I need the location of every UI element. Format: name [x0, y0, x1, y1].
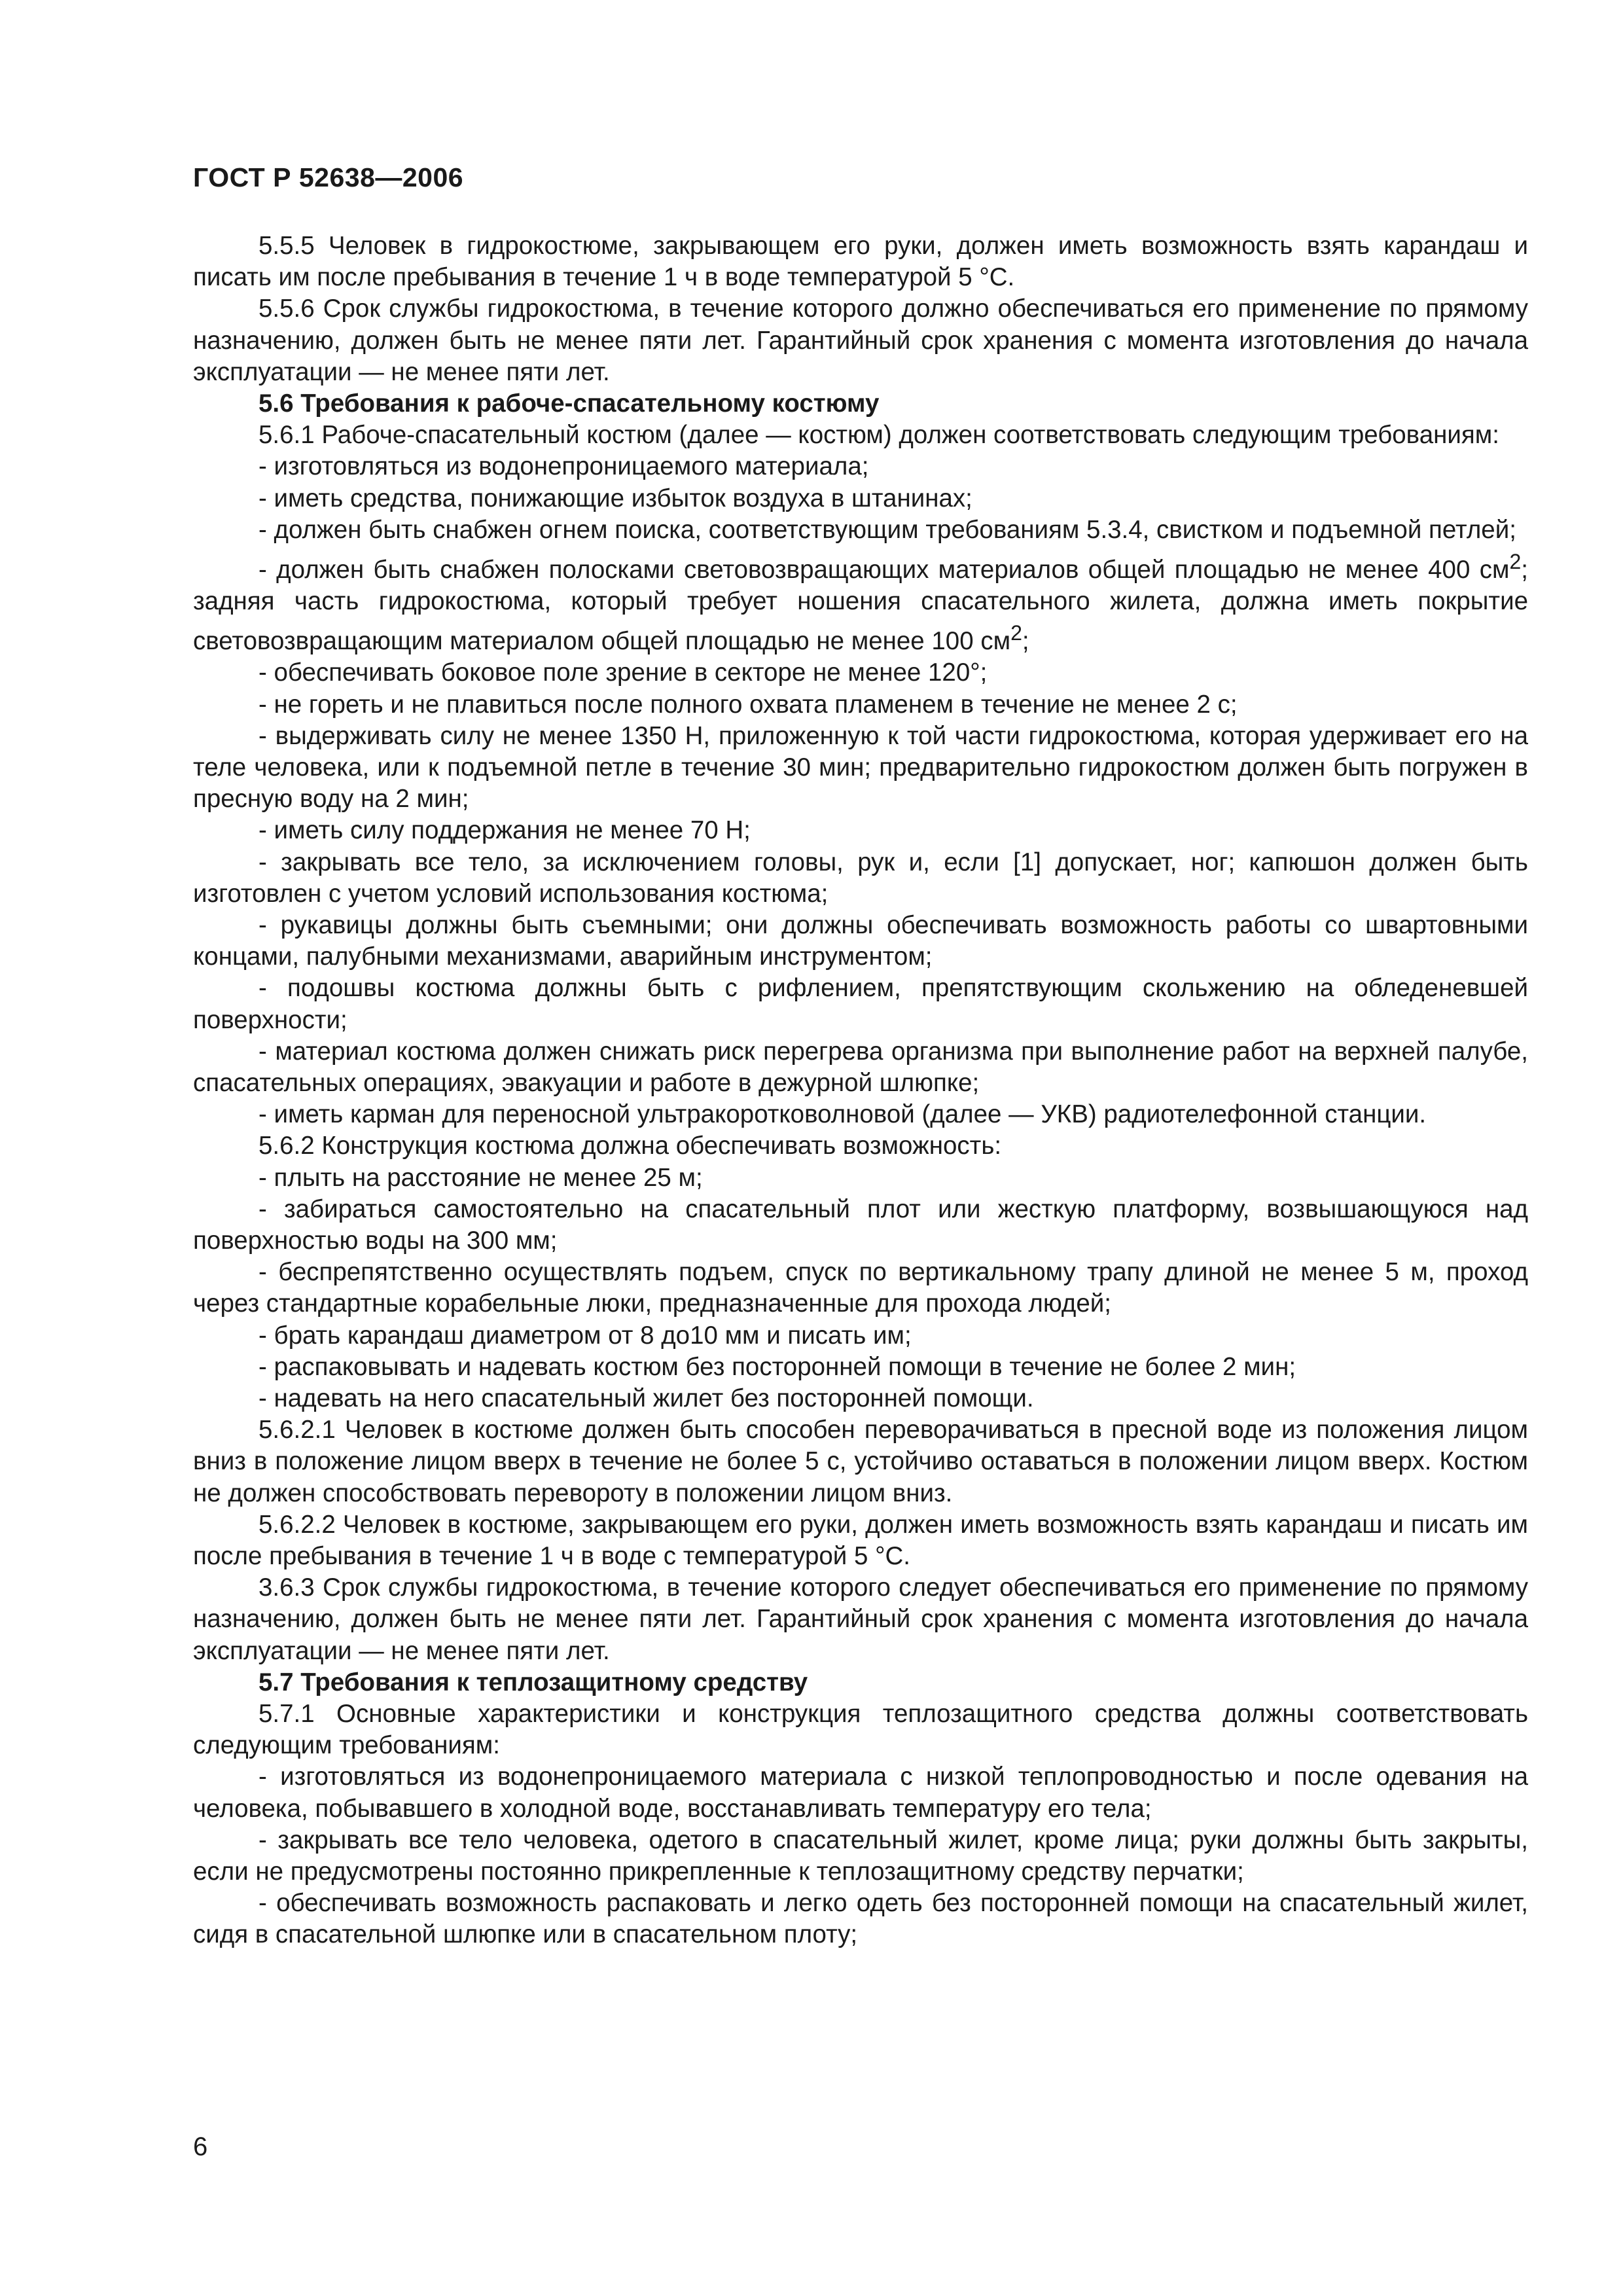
list-item: - закрывать все тело, за исключением головы, рук и, если [1] допускает, ног; капюшон должен быть изготовлен с учетом условий использования костюма;: [193, 848, 1528, 908]
list-item: - выдерживать силу не менее 1350 Н, приложенную к той части гидрокостюма, которая удерживает его на теле человека, или к подъемной петле в течение 30 мин; предварительно гидрокостюм должен быть погружен в пресную воду на 2 мин;: [193, 721, 1528, 814]
paragraph-5-6-2-2: 5.6.2.2 Человек в костюме, закрывающем его руки, должен иметь возможность взять карандаш и писать им после пребывания в течение 1 ч в воде с температурой 5 °С.: [193, 1510, 1528, 1570]
superscript: 2: [1509, 550, 1522, 574]
list-item: - иметь силу поддержания не менее 70 Н;: [259, 816, 751, 845]
paragraph-5-7-1: 5.7.1 Основные характеристики и конструкция теплозащитного средства должны соответствовать следующим требованиям:: [193, 1700, 1528, 1760]
text-fragment: ;: [1022, 627, 1029, 656]
list-item: - изготовляться из водонепроницаемого материала с низкой теплопроводностью и после одевания на человека, побывавшего в холодной воде, восстанавливать температуру его тела;: [193, 1763, 1528, 1823]
text-fragment: ; задняя часть гидрокостюма, который требует ношения спасательного жилета, должна иметь покрытие световозвращающим материалом общей площадью не менее 100 см: [193, 555, 1528, 656]
list-item: - надевать на него спасательный жилет без посторонней помощи.: [259, 1384, 1034, 1412]
document-header: ГОСТ Р 52638—2006: [193, 162, 464, 192]
paragraph-5-5-5: 5.5.5 Человек в гидрокостюме, закрывающем его руки, должен иметь возможность взять карандаш и писать им после пребывания в течение 1 ч в воде температурой 5 °С.: [193, 232, 1528, 292]
list-item: - забираться самостоятельно на спасательный плот или жесткую платформу, возвышающуюся над поверхностью воды на 300 мм;: [193, 1194, 1528, 1255]
section-heading-5-7: 5.7 Требования к теплозащитному средству: [259, 1668, 808, 1696]
page-number: 6: [193, 2132, 208, 2161]
section-heading-5-6: 5.6 Требования к рабоче-спасательному костюму: [259, 389, 880, 418]
list-item: - беспрепятственно осуществлять подъем, спуск по вертикальному трапу длиной не менее 5 м, проход через стандартные корабельные люки, предназначенные для прохода людей;: [193, 1258, 1528, 1318]
paragraph-3-6-3: 3.6.3 Срок службы гидрокостюма, в течение которого следует обеспечиваться его применение по прямому назначению, должен быть не менее пяти лет. Гарантийный срок хранения с момента изготовления до начала эксплуатации — не менее пяти лет.: [193, 1573, 1528, 1665]
list-item: - закрывать все тело человека, одетого в спасательный жилет, кроме лица; руки должны быть закрыты, если не предусмотрены постоянно прикрепленные к теплозащитному средству перчатки;: [193, 1825, 1528, 1886]
list-item: - иметь средства, понижающие избыток воздуха в штанинах;: [259, 484, 972, 512]
list-item: - брать карандаш диаметром от 8 до10 мм и писать им;: [259, 1321, 912, 1350]
list-item: - обеспечивать боковое поле зрение в секторе не менее 120°;: [259, 658, 988, 687]
paragraph-5-6-2: 5.6.2 Конструкция костюма должна обеспечивать возможность:: [259, 1132, 1002, 1160]
superscript: 2: [1010, 621, 1022, 645]
paragraph-5-6-1: 5.6.1 Рабоче-спасательный костюм (далее — костюм) должен соответствовать следующим требованиям:: [259, 421, 1499, 450]
list-item: - материал костюма должен снижать риск перегрева организма при выполнение работ на верхней палубе, спасательных операциях, эвакуации и работе в дежурной шлюпке;: [193, 1037, 1528, 1097]
paragraph-5-6-2-1: 5.6.2.1 Человек в костюме должен быть способен переворачиваться в пресной воде из положения лицом вниз в положение лицом вверх в течение не более 5 с, устойчиво оставаться в положении лицом вверх. Костюм не должен способствовать перевороту в положении лицом вниз.: [193, 1416, 1528, 1507]
list-item: - плыть на расстояние не менее 25 м;: [259, 1163, 703, 1192]
list-item: - иметь карман для переносной ультракоротковолновой (далее — УКВ) радиотелефонной станции.: [259, 1100, 1427, 1129]
list-item: - не гореть и не плавиться после полного охвата пламенем в течение не менее 2 с;: [259, 690, 1238, 719]
list-item: - подошвы костюма должны быть с рифлением, препятствующим скольжению на обледеневшей поверхности;: [193, 974, 1528, 1034]
list-item: - рукавицы должны быть съемными; они должны обеспечивать возможность работы со швартовными концами, палубными механизмами, аварийным инструментом;: [193, 910, 1528, 971]
list-item: - обеспечивать возможность распаковать и легко одеть без посторонней помощи на спасательный жилет, сидя в спасательной шлюпке или в спасательном плоту;: [193, 1889, 1528, 1949]
document-body: [193, 230, 1528, 1951]
paragraph-5-5-6: 5.5.6 Срок службы гидрокостюма, в течение которого должно обеспечиваться его применение по прямому назначению, должен быть не менее пяти лет. Гарантийный срок хранения с момента изготовления до начала эксплуатации — не менее пяти лет.: [193, 295, 1528, 386]
list-item: - должен быть снабжен огнем поиска, соответствующим требованиям 5.3.4, свистком и подъемной петлей;: [259, 515, 1516, 544]
list-item: - изготовляться из водонепроницаемого материала;: [259, 452, 869, 481]
list-item: - распаковывать и надевать костюм без посторонней помощи в течение не более 2 мин;: [259, 1352, 1296, 1381]
list-item-reflective-strips: [193, 546, 1528, 657]
text-fragment: - должен быть снабжен полосками световозвращающих материалов общей площадью не менее 400 см: [259, 555, 1510, 584]
